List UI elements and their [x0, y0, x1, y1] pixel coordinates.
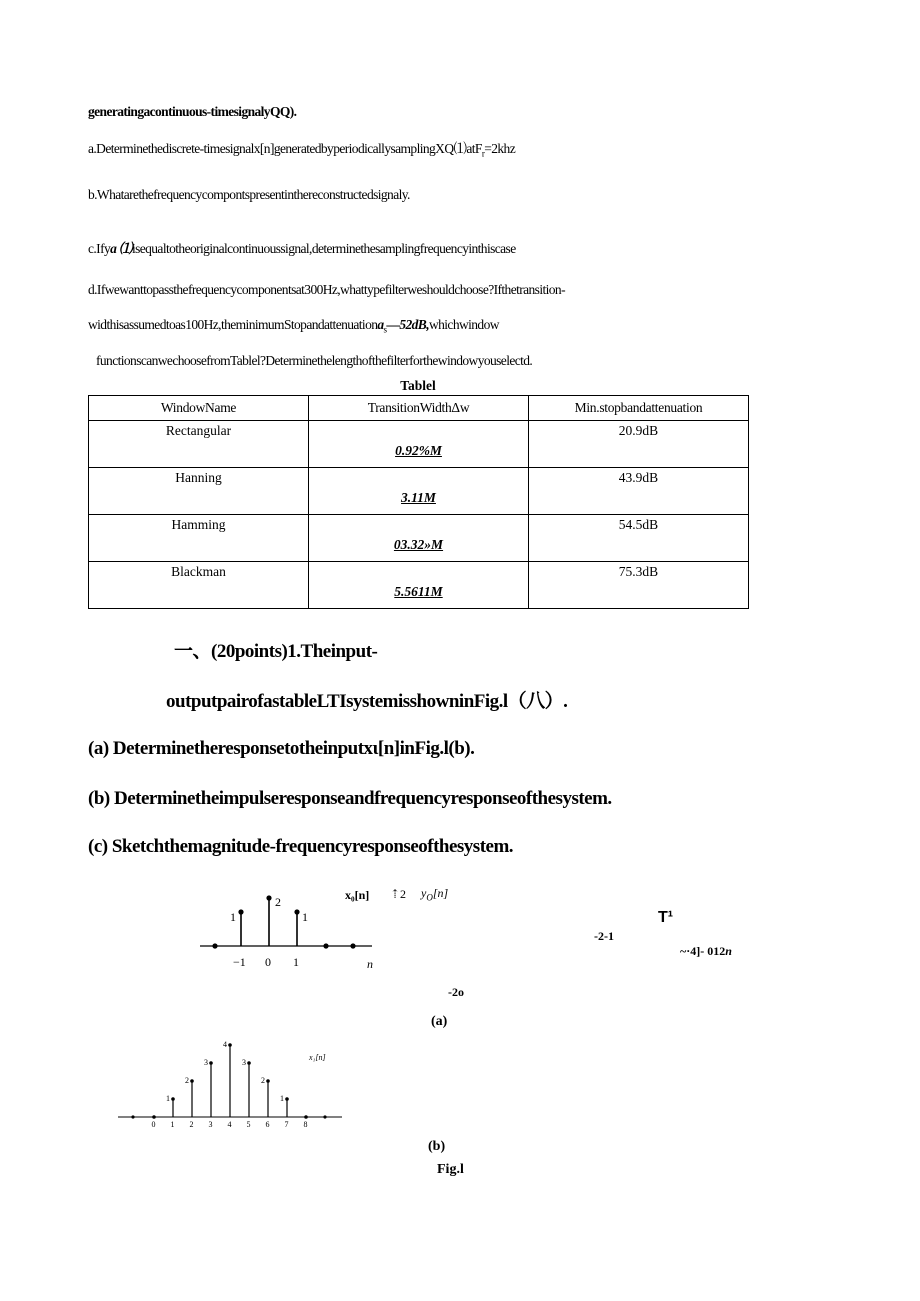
table-row	[89, 515, 749, 562]
tick-label: 0	[151, 1120, 156, 1129]
stem-marker	[190, 1079, 194, 1083]
y0-label-y: y	[421, 886, 427, 900]
stem-marker	[266, 895, 271, 900]
transition-width-cell	[309, 562, 529, 609]
value-label: 2	[275, 895, 281, 909]
question-d-em2: —52dB,	[386, 317, 429, 332]
figure-b-caption: (b)	[428, 1139, 446, 1154]
question-d-line3: functionscanwechoosefromTablel?Determinethelengthofthefilterforthewindowyouselectd.	[96, 353, 533, 368]
problem-line1: 一、(20points)1.Theinput-	[174, 641, 378, 662]
tick-label: 1	[293, 955, 299, 969]
attenuation-cell: 54.5dB	[529, 515, 749, 562]
question-c-pre: c.Ify	[88, 241, 111, 256]
tick-label: 1	[170, 1120, 175, 1129]
question-a-tail: =2khz	[484, 141, 516, 156]
intro-line: generatingacontinuous-timesignalyQQ).	[88, 104, 297, 119]
question-a-text: a.Determinethediscrete-timesignalx[n]generatedbyperiodicallysamplingXQ⑴atF	[88, 141, 482, 156]
transition-width-value: 5.5611M	[394, 584, 443, 599]
neg2o-label: -2o	[448, 985, 464, 999]
stem-marker	[131, 1115, 134, 1118]
problem-part-a: (a) Determinetheresponsetotheinputxι[n]inFig.l(b).	[88, 738, 475, 759]
tick-label: −1	[233, 955, 246, 969]
y0-label-tail: [n]	[432, 886, 449, 900]
question-d-post: whichwindow	[428, 317, 499, 332]
window-name-cell: Rectangular	[89, 421, 309, 468]
table-header: Min.stopbandattenuation	[529, 396, 749, 421]
figure-caption: Fig.l	[437, 1162, 464, 1177]
stem-marker	[247, 1061, 251, 1065]
stem-marker	[171, 1097, 175, 1101]
t1-label: T¹	[658, 909, 674, 926]
axis-text-main: ~·4]- 012	[680, 944, 726, 958]
question-a-sub: r	[481, 148, 485, 159]
value-label: 1	[280, 1094, 284, 1103]
window-name-cell: Blackman	[89, 562, 309, 609]
table-row	[89, 421, 749, 468]
tick-label: 8	[303, 1120, 308, 1129]
question-c-post: isequaltotheoriginalcontinuoussignal,determinethesamplingfrequencyinthiscase	[131, 241, 516, 256]
attenuation-cell: 20.9dB	[529, 421, 749, 468]
tick-label: 4	[227, 1120, 232, 1129]
question-c	[88, 237, 516, 257]
question-c-em: a ⑴	[110, 241, 132, 256]
transition-width-cell	[309, 468, 529, 515]
value-label: 1	[230, 910, 236, 924]
value-label: 2	[261, 1076, 265, 1085]
value-label: 3	[204, 1058, 208, 1067]
table-header: WindowName	[89, 396, 309, 421]
transition-width-cell	[309, 421, 529, 468]
stem-marker	[323, 1115, 326, 1118]
problem-line2: outputpairofastableLTIsystemisshowninFig.l（八）.	[166, 691, 568, 712]
axis-n-label: n	[367, 957, 373, 971]
stem-marker	[323, 943, 328, 948]
window-table	[88, 395, 749, 609]
mark-2: ⇡2	[390, 887, 407, 901]
value-label: 3	[242, 1058, 246, 1067]
question-d-line1: d.Ifwewanttopassthefrequencycomponentsat300Hz,whattypefilterweshouldchoose?Ifthetransition-	[88, 282, 565, 297]
figure-a-caption: (a)	[431, 1014, 448, 1029]
question-d-sub: s	[383, 324, 387, 335]
axis-text-n: n	[725, 944, 732, 958]
table-caption: Tablel	[400, 378, 436, 393]
transition-width-value: 3.11M	[401, 490, 436, 505]
x0-label: x₀[n]	[345, 888, 370, 902]
tick-label: 0	[265, 955, 271, 969]
table-header: TransitionWidthΔw	[309, 396, 529, 421]
problem-part-c: (c) Sketchthemagnitude-frequencyresponseofthesystem.	[88, 836, 514, 857]
stem-marker	[304, 1115, 308, 1119]
tick-label: 5	[246, 1120, 251, 1129]
question-a	[88, 137, 515, 159]
x1-label: x₁[n]	[309, 1053, 326, 1062]
value-label: 2	[185, 1076, 189, 1085]
y0-label-sub: O	[426, 892, 433, 903]
stem-marker	[294, 909, 299, 914]
question-d-line2	[88, 317, 499, 335]
transition-width-value: 0.92%M	[395, 443, 442, 458]
tick-label: 6	[265, 1120, 270, 1129]
tick-label: 2	[189, 1120, 194, 1129]
stem-marker	[152, 1115, 156, 1119]
stem-marker	[285, 1097, 289, 1101]
window-name-cell: Hamming	[89, 515, 309, 562]
tick-label: 3	[208, 1120, 213, 1129]
stem-marker	[238, 909, 243, 914]
question-b: b.Whatarethefrequencycompontspresentinthereconstructedsignaly.	[88, 187, 410, 202]
table-header-row	[89, 396, 749, 421]
transition-width-cell	[309, 515, 529, 562]
stem-marker	[266, 1079, 270, 1083]
stem-marker	[228, 1043, 232, 1047]
y0-label	[421, 886, 448, 902]
attenuation-cell: 43.9dB	[529, 468, 749, 515]
question-d-pre: widthisassumedtoas100Hz,theminimumStopandattenuation	[88, 317, 378, 332]
figure-b-stems	[131, 1040, 326, 1129]
value-label: 1	[302, 910, 308, 924]
stem-marker	[212, 943, 217, 948]
table-row	[89, 562, 749, 609]
table-row	[89, 468, 749, 515]
question-d-em: a	[377, 317, 384, 332]
axis-text-label	[680, 944, 732, 959]
value-label: 1	[166, 1094, 170, 1103]
attenuation-cell: 75.3dB	[529, 562, 749, 609]
figure-b-stem-plot	[110, 1030, 350, 1130]
stem-marker	[350, 943, 355, 948]
problem-part-b: (b) Determinetheimpulseresponseandfrequencyresponseofthesystem.	[88, 788, 612, 809]
transition-width-value: 03.32»M	[393, 537, 444, 552]
stem-marker	[209, 1061, 213, 1065]
value-label: 4	[223, 1040, 227, 1049]
window-name-cell: Hanning	[89, 468, 309, 515]
tick-label: 7	[284, 1120, 289, 1129]
neg21-label: -2-1	[594, 929, 614, 943]
